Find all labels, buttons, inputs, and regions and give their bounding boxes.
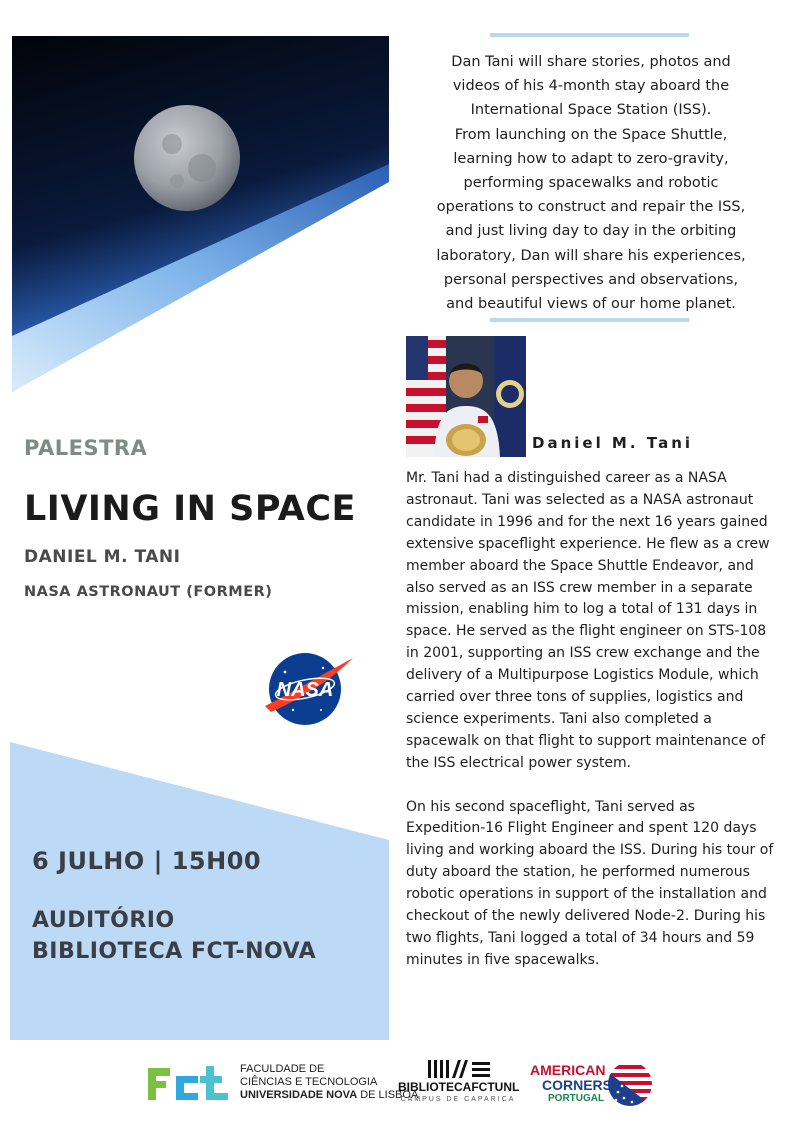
event-date-time: 6 JULHO | 15H00	[32, 847, 262, 875]
top-accent-rule	[490, 33, 689, 37]
book-spines-icon	[428, 1060, 490, 1078]
fct-line	[240, 1089, 418, 1102]
event-venue	[32, 905, 316, 967]
biblioteca-fct-logo	[398, 1058, 518, 1108]
fct-text	[240, 1063, 418, 1102]
intro-line: videos of his 4-month stay aboard the	[452, 78, 730, 95]
fct-mark-icon	[148, 1064, 234, 1100]
nasa-logo	[263, 652, 355, 726]
fct-university: UNIVERSIDADE NOVA	[240, 1089, 358, 1101]
bio-paragraph: Mr. Tani had a distinguished career as a NASA astronaut. Tani was selected as a NASA astronaut candidate in 1996 and for the next 16 years gained extensive spaceflight experience. He flew as a crew member aboard the Space Shuttle Endeavor, and also served as an ISS crew member in a separate mission, enabling him to log a total of 131 days in space. He served as the flight engineer on STS-108 in 2001, supporting an ISS crew exchange and the delivery of a Multipurpose Logistics Module, which carried over three tons of supplies, logistics and science experiments. Tani also completed a spacewalk on that flight to support maintenance of the ISS electrical power system.	[406, 470, 770, 771]
venue-line: AUDITÓRIO	[32, 908, 175, 933]
fct-city: DE LISBOA	[357, 1089, 419, 1101]
intro-line: learning how to adapt to zero-gravity,	[453, 150, 729, 167]
fct-nova-logo	[148, 1060, 419, 1106]
nasa-wordmark: NASA	[276, 679, 334, 701]
fct-line: FACULDADE DE	[240, 1063, 325, 1075]
intro-line: International Space Station (ISS).	[470, 102, 712, 119]
event-type-label: PALESTRA	[24, 436, 148, 460]
biography	[406, 468, 778, 972]
portrait-caption: Daniel M. Tani	[532, 434, 694, 452]
intro-line: and beautiful views of our home planet.	[446, 296, 736, 313]
biblioteca-name: BIBLIOTECAFCTUNL	[398, 1080, 520, 1094]
event-info-panel	[10, 742, 389, 1040]
intro-description	[400, 50, 782, 316]
american-corners-line2: CORNERS	[542, 1077, 613, 1093]
speaker-name: DANIEL M. TANI	[24, 547, 181, 567]
intro-line: operations to construct and repair the ISS,	[436, 199, 746, 216]
intro-line: performing spacewalks and robotic	[463, 175, 719, 192]
moon-earth-photo	[12, 36, 389, 392]
bottom-accent-rule	[490, 318, 689, 322]
astronaut-portrait	[406, 336, 526, 457]
speaker-role: NASA ASTRONAUT (FORMER)	[24, 584, 273, 600]
american-corners-line1: AMERICAN	[530, 1062, 606, 1078]
intro-line: From launching on the Space Shuttle,	[454, 126, 728, 143]
page-title: LIVING IN SPACE	[24, 489, 356, 529]
fct-line: CIÊNCIAS E TECNOLOGIA	[240, 1076, 378, 1088]
intro-line: and just living day to day in the orbiting	[445, 223, 737, 240]
american-corners-line3: PORTUGAL	[548, 1093, 605, 1104]
bio-paragraph: On his second spaceflight, Tani served as Expedition-16 Flight Engineer and spent 120 days living and working aboard the ISS. During his tour of duty aboard the station, he performed numerous robotic operations in support of the installation and checkout of the newly delivered Node-2. During his two flights, Tani logged a total of 34 hours and 59 minutes in five spacewalks.	[406, 798, 774, 968]
intro-line: Dan Tani will share stories, photos and	[451, 54, 731, 70]
venue-line: BIBLIOTECA FCT-NOVA	[32, 939, 317, 964]
us-flag-circle-icon	[608, 1062, 652, 1106]
intro-line: laboratory, Dan will share his experiences,	[436, 247, 746, 264]
intro-line: personal perspectives and observations,	[443, 271, 739, 288]
american-corners-logo	[530, 1060, 652, 1108]
biblioteca-campus: CAMPUS DE CAPARICA	[400, 1096, 516, 1103]
